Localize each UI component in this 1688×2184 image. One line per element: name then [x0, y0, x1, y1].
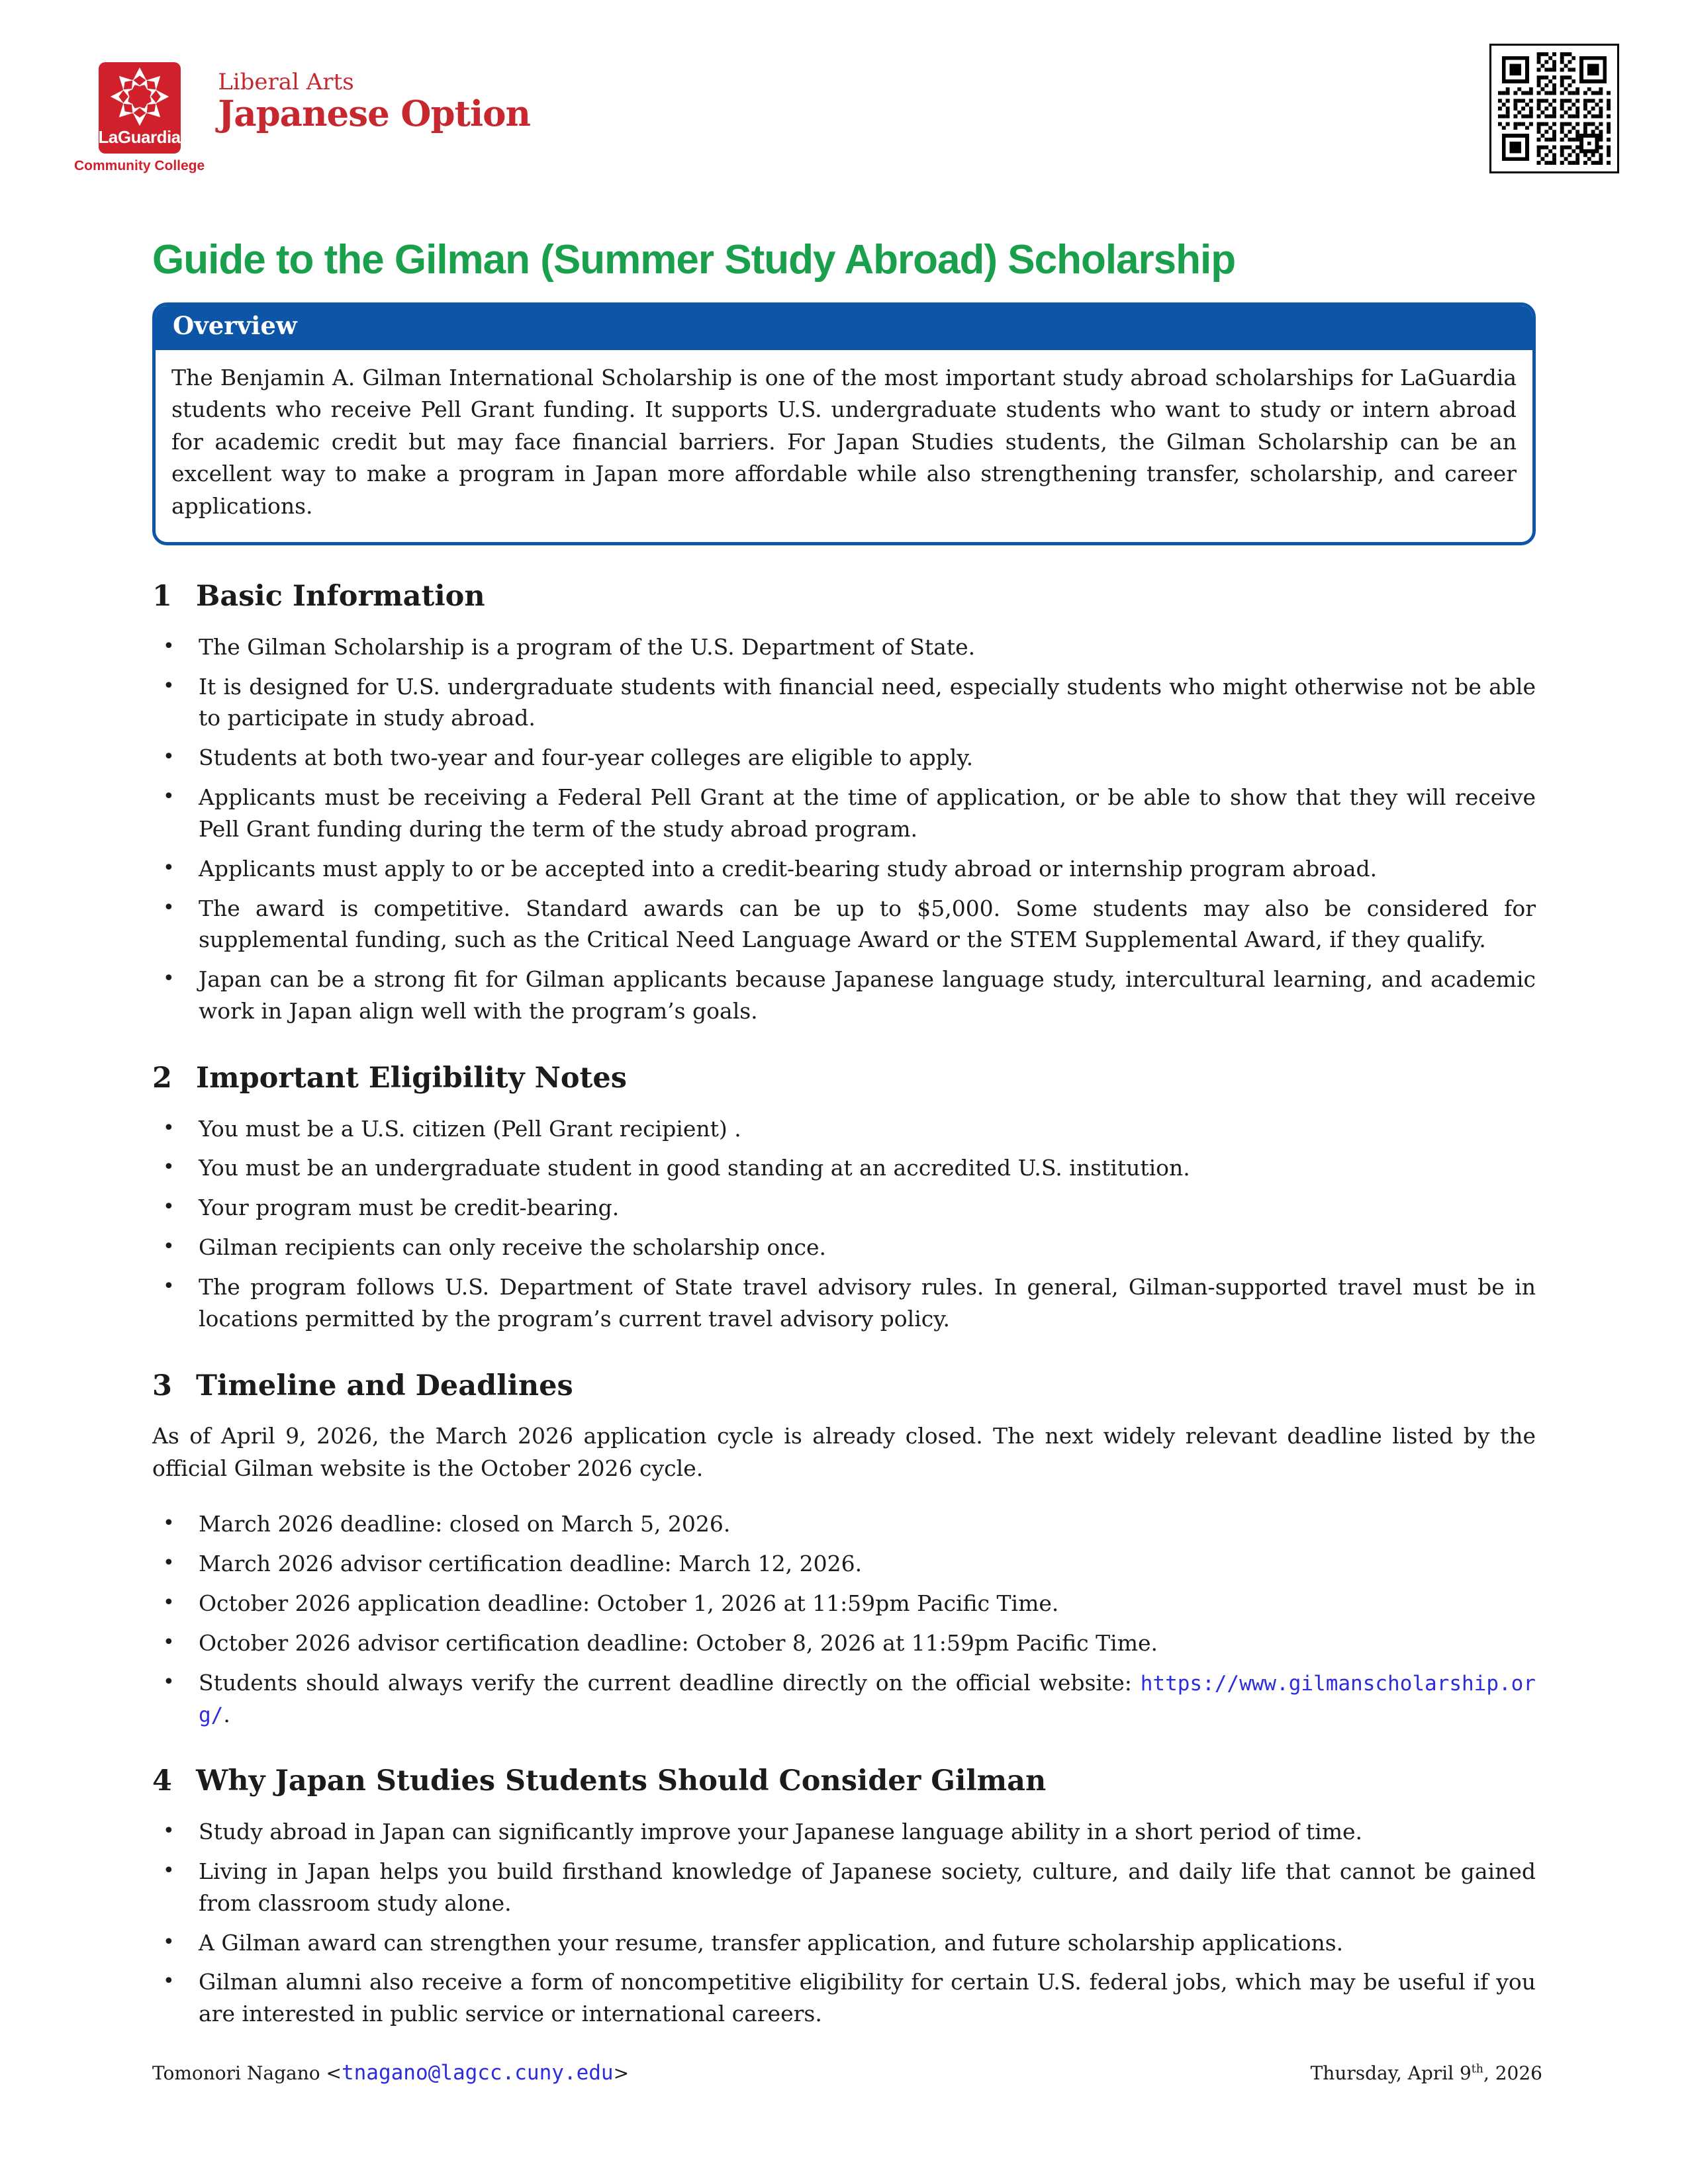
section-title: Important Eligibility Notes	[196, 1061, 627, 1095]
list-item	[152, 1667, 1536, 1731]
laguardia-logo-square	[99, 62, 181, 154]
footer-date	[1311, 2062, 1542, 2084]
bullet-text: Students at both two-year and four-year colleges are eligible to apply.	[199, 745, 974, 771]
qr-code-pattern	[1498, 52, 1611, 165]
list-item	[152, 1856, 1536, 1919]
list-item	[152, 1927, 1536, 1959]
overview-body: The Benjamin A. Gilman International Scholarship is one of the most important study abroad scholarships for LaGuardia students who receive Pell Grant funding. It supports U.S. undergraduate students who want to study or intern abroad for academic credit but may face financial barriers. For Japan Studies students, the Gilman Scholarship can be an excellent way to make a program in Japan more affordable while also strengthening transfer, scholarship, and career applications.	[171, 364, 1517, 519]
bullet-text: October 2026 application deadline: October 1, 2026 at 11:59pm Pacific Time.	[199, 1590, 1059, 1616]
footer-bracket-open: <	[326, 2062, 342, 2084]
logo-tagline: Community College	[74, 158, 205, 173]
bullet-text: March 2026 deadline: closed on March 5, 2026.	[199, 1511, 731, 1537]
bullet-text: October 2026 advisor certification deadline: October 8, 2026 at 11:59pm Pacific Time.	[199, 1629, 1158, 1656]
list-item	[152, 1192, 1536, 1224]
bullet-list	[152, 631, 1536, 1027]
section-intro: As of April 9, 2026, the March 2026 application cycle is already closed. The next widely relevant deadline listed by the official Gilman website is the October 2026 cycle.	[152, 1423, 1536, 1481]
bullet-text: Students should always verify the current deadline directly on the official website:	[199, 1669, 1141, 1696]
bullet-list	[152, 1508, 1536, 1730]
gilman-website-link[interactable]: https://www.gilmanscholarship.org/	[199, 1671, 1536, 1727]
list-item	[152, 671, 1536, 735]
list-item	[152, 893, 1536, 956]
list-item	[152, 1627, 1536, 1659]
section-heading	[152, 580, 1536, 614]
bullet-text: The program follows U.S. Department of State travel advisory rules. In general, Gilman-supported travel must be in locations permitted by the program’s current travel advisory policy.	[199, 1273, 1536, 1332]
bullet-text: Study abroad in Japan can significantly improve your Japanese language ability in a short period of time.	[199, 1819, 1363, 1845]
section-title: Basic Information	[196, 580, 485, 614]
section-heading	[152, 1764, 1536, 1799]
laguardia-logo	[74, 62, 205, 174]
section-heading	[152, 1062, 1536, 1096]
footer-email-link[interactable]: tnagano@lagcc.cuny.edu	[341, 2061, 614, 2085]
list-item	[152, 1508, 1536, 1540]
list-item	[152, 742, 1536, 774]
masthead	[0, 0, 1688, 174]
section-why-consider-gilman	[152, 1764, 1536, 2030]
section-basic-information	[152, 580, 1536, 1027]
list-item	[152, 964, 1536, 1027]
list-item	[152, 1548, 1536, 1580]
bullet-text: Gilman recipients can only receive the scholarship once.	[199, 1234, 826, 1261]
document-body	[0, 238, 1688, 2030]
section-number: 3	[152, 1369, 172, 1402]
list-item	[152, 853, 1536, 885]
section-number: 1	[152, 580, 172, 614]
section-number: 4	[152, 1764, 172, 1798]
footer-date-prefix: Thursday, April 9	[1310, 2062, 1472, 2084]
section-title: Timeline and Deadlines	[196, 1369, 573, 1402]
program-name-line1: Liberal Arts	[218, 69, 354, 95]
footer-date-ordinal: th	[1471, 2062, 1483, 2076]
bullet-text: Your program must be credit-bearing.	[199, 1195, 620, 1221]
list-item	[152, 1152, 1536, 1184]
bullet-text: Living in Japan helps you build firsthand knowledge of Japanese society, culture, and daily life that cannot be gained from classroom study alone.	[199, 1858, 1536, 1916]
footer-bracket-close: >	[613, 2062, 630, 2084]
bullet-text: You must be a U.S. citizen (Pell Grant recipient) .	[199, 1115, 741, 1142]
section-title: Why Japan Studies Students Should Consider Gilman	[196, 1764, 1047, 1798]
list-item	[152, 1232, 1536, 1263]
section-timeline-deadlines	[152, 1369, 1536, 1731]
list-item	[152, 1588, 1536, 1619]
bullet-text: Applicants must apply to or be accepted into a credit-bearing study abroad or internship program abroad.	[199, 855, 1378, 882]
bullet-text: The Gilman Scholarship is a program of the U.S. Department of State.	[199, 633, 976, 660]
page-title: Guide to the Gilman (Summer Study Abroad) Scholarship	[152, 237, 1236, 283]
page-footer	[152, 2061, 1542, 2085]
overview-callout	[152, 302, 1536, 545]
bullet-list	[152, 1816, 1536, 2030]
program-name	[218, 70, 530, 174]
program-name-line2: Japanese Option	[218, 93, 530, 135]
overview-header: Overview	[156, 306, 1532, 349]
bullet-text: You must be an undergraduate student in good standing at an accredited U.S. institution.	[199, 1155, 1190, 1181]
footer-author-name: Tomonori Nagano	[152, 2062, 326, 2084]
list-item	[152, 1816, 1536, 1848]
bullet-list	[152, 1113, 1536, 1335]
bullet-text: March 2026 advisor certification deadline: March 12, 2026.	[199, 1551, 863, 1577]
bullet-text: It is designed for U.S. undergraduate students with financial need, especially students who might otherwise not be able to participate in study abroad.	[199, 673, 1536, 731]
starburst-icon	[107, 65, 173, 128]
list-item	[152, 631, 1536, 663]
bullet-text: Applicants must be receiving a Federal Pell Grant at the time of application, or be able to show that they will receive Pell Grant funding during the term of the study abroad program.	[199, 784, 1536, 842]
logo-college-name: LaGuardia	[98, 127, 181, 147]
bullet-text: Gilman alumni also receive a form of noncompetitive eligibility for certain U.S. federal jobs, which may be useful if you are interested in public service or international careers.	[199, 1969, 1536, 2027]
bullet-text: A Gilman award can strengthen your resume, transfer application, and future scholarship applications.	[199, 1929, 1344, 1956]
section-number: 2	[152, 1061, 172, 1095]
list-item	[152, 1271, 1536, 1335]
qr-code	[1489, 44, 1619, 173]
list-item	[152, 1113, 1536, 1145]
list-item	[152, 1966, 1536, 2030]
footer-author	[152, 2061, 629, 2085]
list-item	[152, 782, 1536, 845]
laguardia-brand	[74, 44, 530, 174]
section-heading	[152, 1369, 1536, 1404]
bullet-text: Japan can be a strong fit for Gilman applicants because Japanese language study, intercultural learning, and academic work in Japan align well with the program’s goals.	[199, 966, 1536, 1024]
footer-date-suffix: , 2026	[1483, 2062, 1542, 2084]
bullet-text: The award is competitive. Standard awards can be up to $5,000. Some students may also be considered for supplemental funding, such as the Critical Need Language Award or the STEM Supplemental Award, if they qualify.	[199, 895, 1536, 953]
bullet-text: .	[223, 1701, 230, 1727]
section-eligibility-notes	[152, 1062, 1536, 1335]
